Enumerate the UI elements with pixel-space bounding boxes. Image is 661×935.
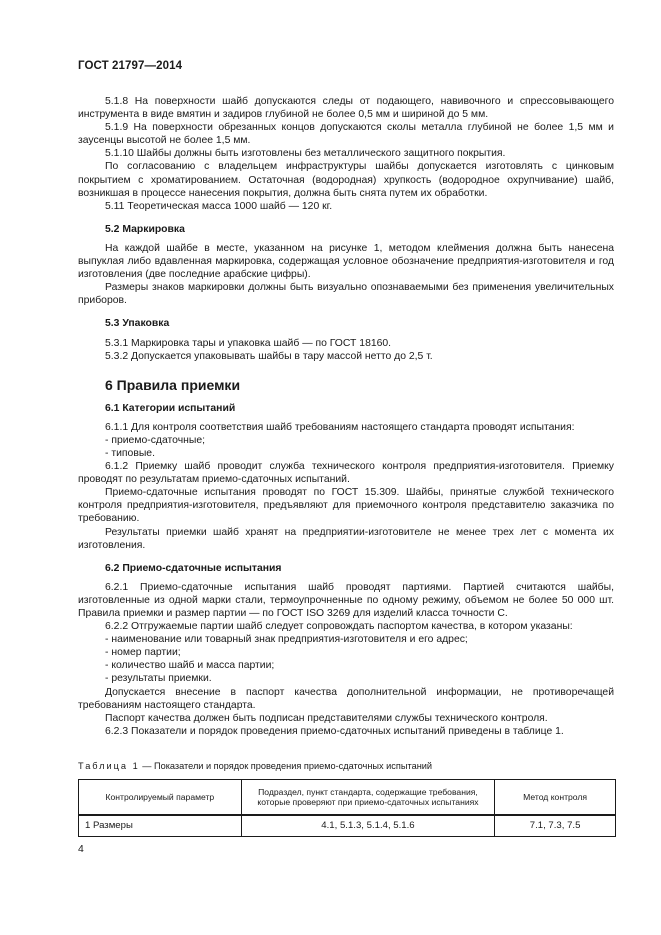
paragraph-6-2-2-signature: Паспорт качества должен быть подписан представителями службы технического контроля.	[105, 712, 548, 724]
list-item: - результаты приемки.	[105, 673, 212, 685]
paragraph-6-2-1: 6.2.1 Приемо-сдаточные испытания шайб проводят партиями. Партией считаются шайбы, изготовленные из одной марки стали, термоупрочненные по одному режиму, объемом не более 50 000 шт. Правила приемки и размер партии — по ГОСТ ISO 3269 для изделий класса точности С.	[78, 581, 614, 619]
table-header-row	[79, 780, 616, 816]
table-caption-label: Таблица 1	[78, 761, 140, 771]
section-heading-6-2: 6.2 Приемо-сдаточные испытания	[105, 562, 282, 574]
section-heading-5-3: 5.3 Упаковка	[105, 318, 170, 330]
paragraph-6-2-2-additional: Допускается внесение в паспорт качества дополнительной информации, не противоречащей требованиям настоящего стандарта.	[78, 686, 614, 711]
paragraph-5-1-8: 5.1.8 На поверхности шайб допускаются следы от подающего, навивочного и спрессовывающего инструмента в виде вмятин и задиров глубиной не более 0,5 мм и шириной до 5 мм.	[78, 96, 614, 121]
section-heading-5-2: 5.2 Маркировка	[105, 223, 185, 235]
paragraph-6-1-2-results: Результаты приемки шайб хранят на предприятии-изготовителе не менее трех лет с момента их изготовления.	[78, 526, 614, 551]
list-item: - количество шайб и масса партии;	[105, 660, 275, 672]
acceptance-tests-table	[78, 779, 616, 837]
paragraph-6-1-2: 6.1.2 Приемку шайб проводит служба технического контроля предприятия-изготовителя. Приемку проводят по результатам приемо-сдаточных испытаний.	[78, 461, 614, 486]
table-header-parameter: Контролируемый параметр	[79, 780, 242, 816]
paragraph-5-1-9: 5.1.9 На поверхности обрезанных концов допускаются сколы металла глубиной не более 1,5 мм и заусенцы высотой не более 1,5 мм.	[78, 122, 614, 147]
list-item: - номер партии;	[105, 647, 181, 659]
paragraph-6-1-2-tests: Приемо-сдаточные испытания проводят по ГОСТ 15.309. Шайбы, принятые службой технического контроля предприятия-изготовителя, предъявляют для приемочного контроля представителю заказчика по требованию.	[78, 487, 614, 525]
paragraph-5-1-10-coating: По согласованию с владельцем инфраструктуры шайбы допускается изготовлять с цинковым покрытием с хроматированием. Остаточная (водородная) хрупкость (водородное охрупчивание) шайб, возникшая в процессе нанесения покрытия, должна быть снята путем их обработки.	[78, 161, 614, 199]
paragraph-5-2-marking: На каждой шайбе в месте, указанном на рисунке 1, методом клеймения должна быть нанесена выпуклая либо вдавленная маркировка, содержащая условное обозначение предприятия-изготовителя и год изготовления (две последние арабские цифры).	[78, 242, 614, 281]
table-caption-text: — Показатели и порядок проведения приемо-сдаточных испытаний	[139, 761, 433, 771]
table-header-method: Метод контроля	[495, 780, 616, 816]
paragraph-5-3-1: 5.3.1 Маркировка тары и упаковка шайб — по ГОСТ 18160.	[105, 337, 392, 349]
chapter-heading-6: 6 Правила приемки	[105, 376, 241, 393]
table-row	[79, 815, 616, 837]
document-code-header: ГОСТ 21797—2014	[78, 60, 183, 72]
paragraph-5-1-10: 5.1.10 Шайбы должны быть изготовлены без металлического защитного покрытия.	[105, 148, 506, 160]
list-item: - приемо-сдаточные;	[105, 434, 206, 446]
page-number: 4	[78, 844, 84, 855]
table-cell-method: 7.1, 7.3, 7.5	[495, 815, 616, 837]
paragraph-5-11: 5.11 Теоретическая масса 1000 шайб — 120 кг.	[105, 200, 333, 212]
table-cell-parameter: 1 Размеры	[79, 815, 242, 837]
paragraph-5-2-sizes: Размеры знаков маркировки должны быть визуально опознаваемыми без применения увеличительных приборов.	[78, 282, 614, 307]
list-item: - наименование или товарный знак предприятия-изготовителя и его адрес;	[105, 634, 468, 646]
paragraph-6-1-1: 6.1.1 Для контроля соответствия шайб требованиям настоящего стандарта проводят испытания:	[105, 421, 575, 433]
table-cell-clauses: 4.1, 5.1.3, 5.1.4, 5.1.6	[241, 815, 494, 837]
document-body	[78, 95, 614, 738]
table-caption	[78, 760, 614, 772]
list-item: - типовые.	[105, 447, 155, 459]
paragraph-5-3-2: 5.3.2 Допускается упаковывать шайбы в тару массой нетто до 2,5 т.	[105, 350, 433, 362]
paragraph-6-2-3: 6.2.3 Показатели и порядок проведения приемо-сдаточных испытаний приведены в таблице 1.	[105, 725, 564, 737]
paragraph-6-2-2: 6.2.2 Отгружаемые партии шайб следует сопровождать паспортом качества, в котором указаны:	[105, 621, 573, 633]
table-header-clauses: Подраздел, пункт стандарта, содержащие требования, которые проверяют при приемо-сдаточных испытаниях	[241, 780, 494, 816]
section-heading-6-1: 6.1 Категории испытаний	[105, 402, 236, 414]
